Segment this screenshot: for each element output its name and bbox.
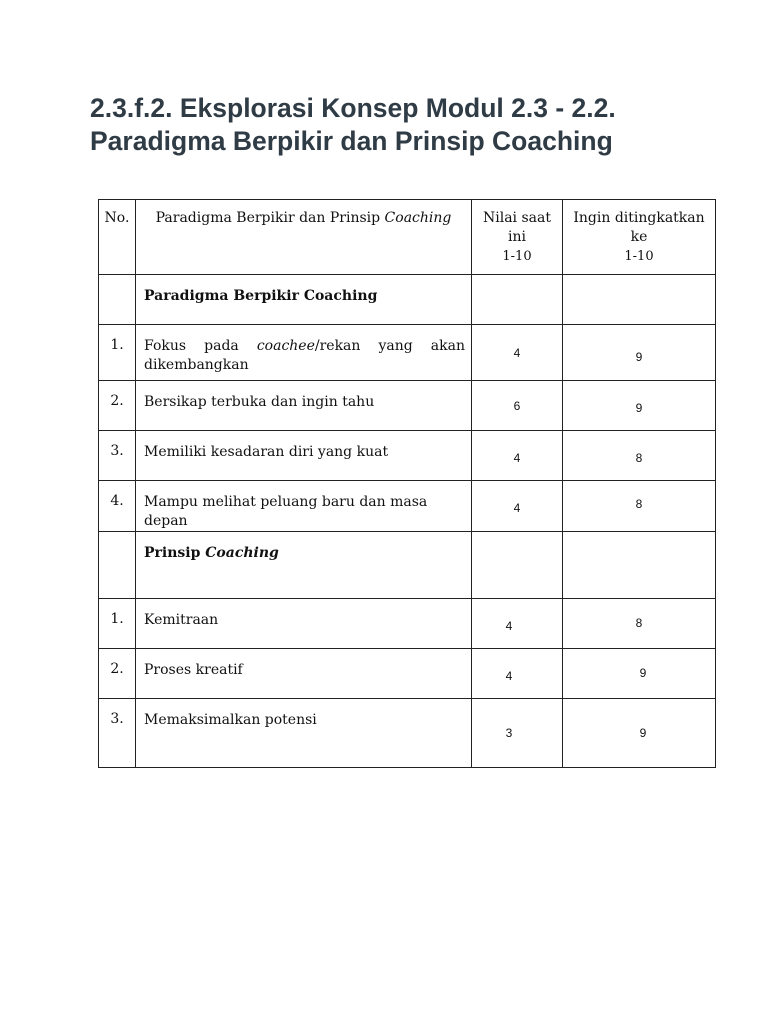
header-current-score xyxy=(472,200,563,275)
row-number: 1. xyxy=(99,325,136,381)
table-row xyxy=(99,649,716,699)
row-current-score: 4 xyxy=(472,325,563,381)
section-current-cell xyxy=(472,275,563,325)
row-current-score: 4 xyxy=(472,649,563,699)
row-target-score: 9 xyxy=(563,699,716,768)
header-current-range: 1-10 xyxy=(502,249,532,264)
section-title-prefix: Prinsip xyxy=(144,545,206,561)
row-target-score: 8 xyxy=(563,431,716,481)
section-title-cell xyxy=(136,275,472,325)
table-row xyxy=(99,325,716,381)
page-title-line-1: 2.3.f.2. Eksplorasi Konsep Modul 2.3 - 2.2. xyxy=(90,93,616,123)
row-description-pre: Fokus pada xyxy=(144,338,257,354)
row-number: 2. xyxy=(99,381,136,431)
header-item xyxy=(136,200,472,275)
row-description: Proses kreatif xyxy=(136,649,472,699)
row-current-score: 4 xyxy=(472,599,563,649)
page-title-line-2: Paradigma Berpikir dan Prinsip Coaching xyxy=(90,126,613,156)
row-current-score: 4 xyxy=(472,481,563,532)
table-header-row xyxy=(99,200,716,275)
table-row xyxy=(99,431,716,481)
row-current-score: 6 xyxy=(472,381,563,431)
section-row-paradigma xyxy=(99,275,716,325)
section-title-italic: Coaching xyxy=(205,545,279,561)
section-title-cell xyxy=(136,532,472,599)
header-no: No. xyxy=(99,200,136,275)
row-description-post: /rekan yang akan dikembangkan xyxy=(144,338,465,373)
row-number: 2. xyxy=(99,649,136,699)
row-description: Memaksimalkan potensi xyxy=(136,699,472,768)
header-target-label: Ingin ditingkatkan ke xyxy=(573,210,705,245)
row-number: 4. xyxy=(99,481,136,532)
section-no-cell xyxy=(99,532,136,599)
row-current-score: 4 xyxy=(472,431,563,481)
section-row-prinsip xyxy=(99,532,716,599)
header-current-label: Nilai saat ini xyxy=(483,210,551,245)
section-title-paradigma: Paradigma Berpikir Coaching xyxy=(144,288,378,304)
section-no-cell xyxy=(99,275,136,325)
row-target-score: 8 xyxy=(563,599,716,649)
row-description-italic: coachee xyxy=(256,338,315,354)
section-current-cell xyxy=(472,532,563,599)
header-target-range: 1-10 xyxy=(624,249,654,264)
coaching-assessment-table xyxy=(98,199,716,768)
row-description: Bersikap terbuka dan ingin tahu xyxy=(136,381,472,431)
header-item-italic: Coaching xyxy=(384,210,452,226)
row-target-score: 8 xyxy=(563,481,716,532)
row-description: Kemitraan xyxy=(136,599,472,649)
row-description: Memiliki kesadaran diri yang kuat xyxy=(136,431,472,481)
row-number: 3. xyxy=(99,431,136,481)
table-row xyxy=(99,481,716,532)
row-target-score: 9 xyxy=(563,649,716,699)
row-current-score: 3 xyxy=(472,699,563,768)
row-description xyxy=(136,325,472,381)
header-target-score xyxy=(563,200,716,275)
row-target-score: 9 xyxy=(563,325,716,381)
page-title xyxy=(90,92,710,158)
row-target-score: 9 xyxy=(563,381,716,431)
table-row xyxy=(99,699,716,768)
row-description: Mampu melihat peluang baru dan masa depan xyxy=(136,481,472,532)
table-row xyxy=(99,599,716,649)
header-item-text: Paradigma Berpikir dan Prinsip xyxy=(155,210,385,226)
row-number: 1. xyxy=(99,599,136,649)
section-target-cell xyxy=(563,275,716,325)
section-target-cell xyxy=(563,532,716,599)
row-number: 3. xyxy=(99,699,136,768)
table-row xyxy=(99,381,716,431)
section-title-prinsip xyxy=(144,545,279,561)
